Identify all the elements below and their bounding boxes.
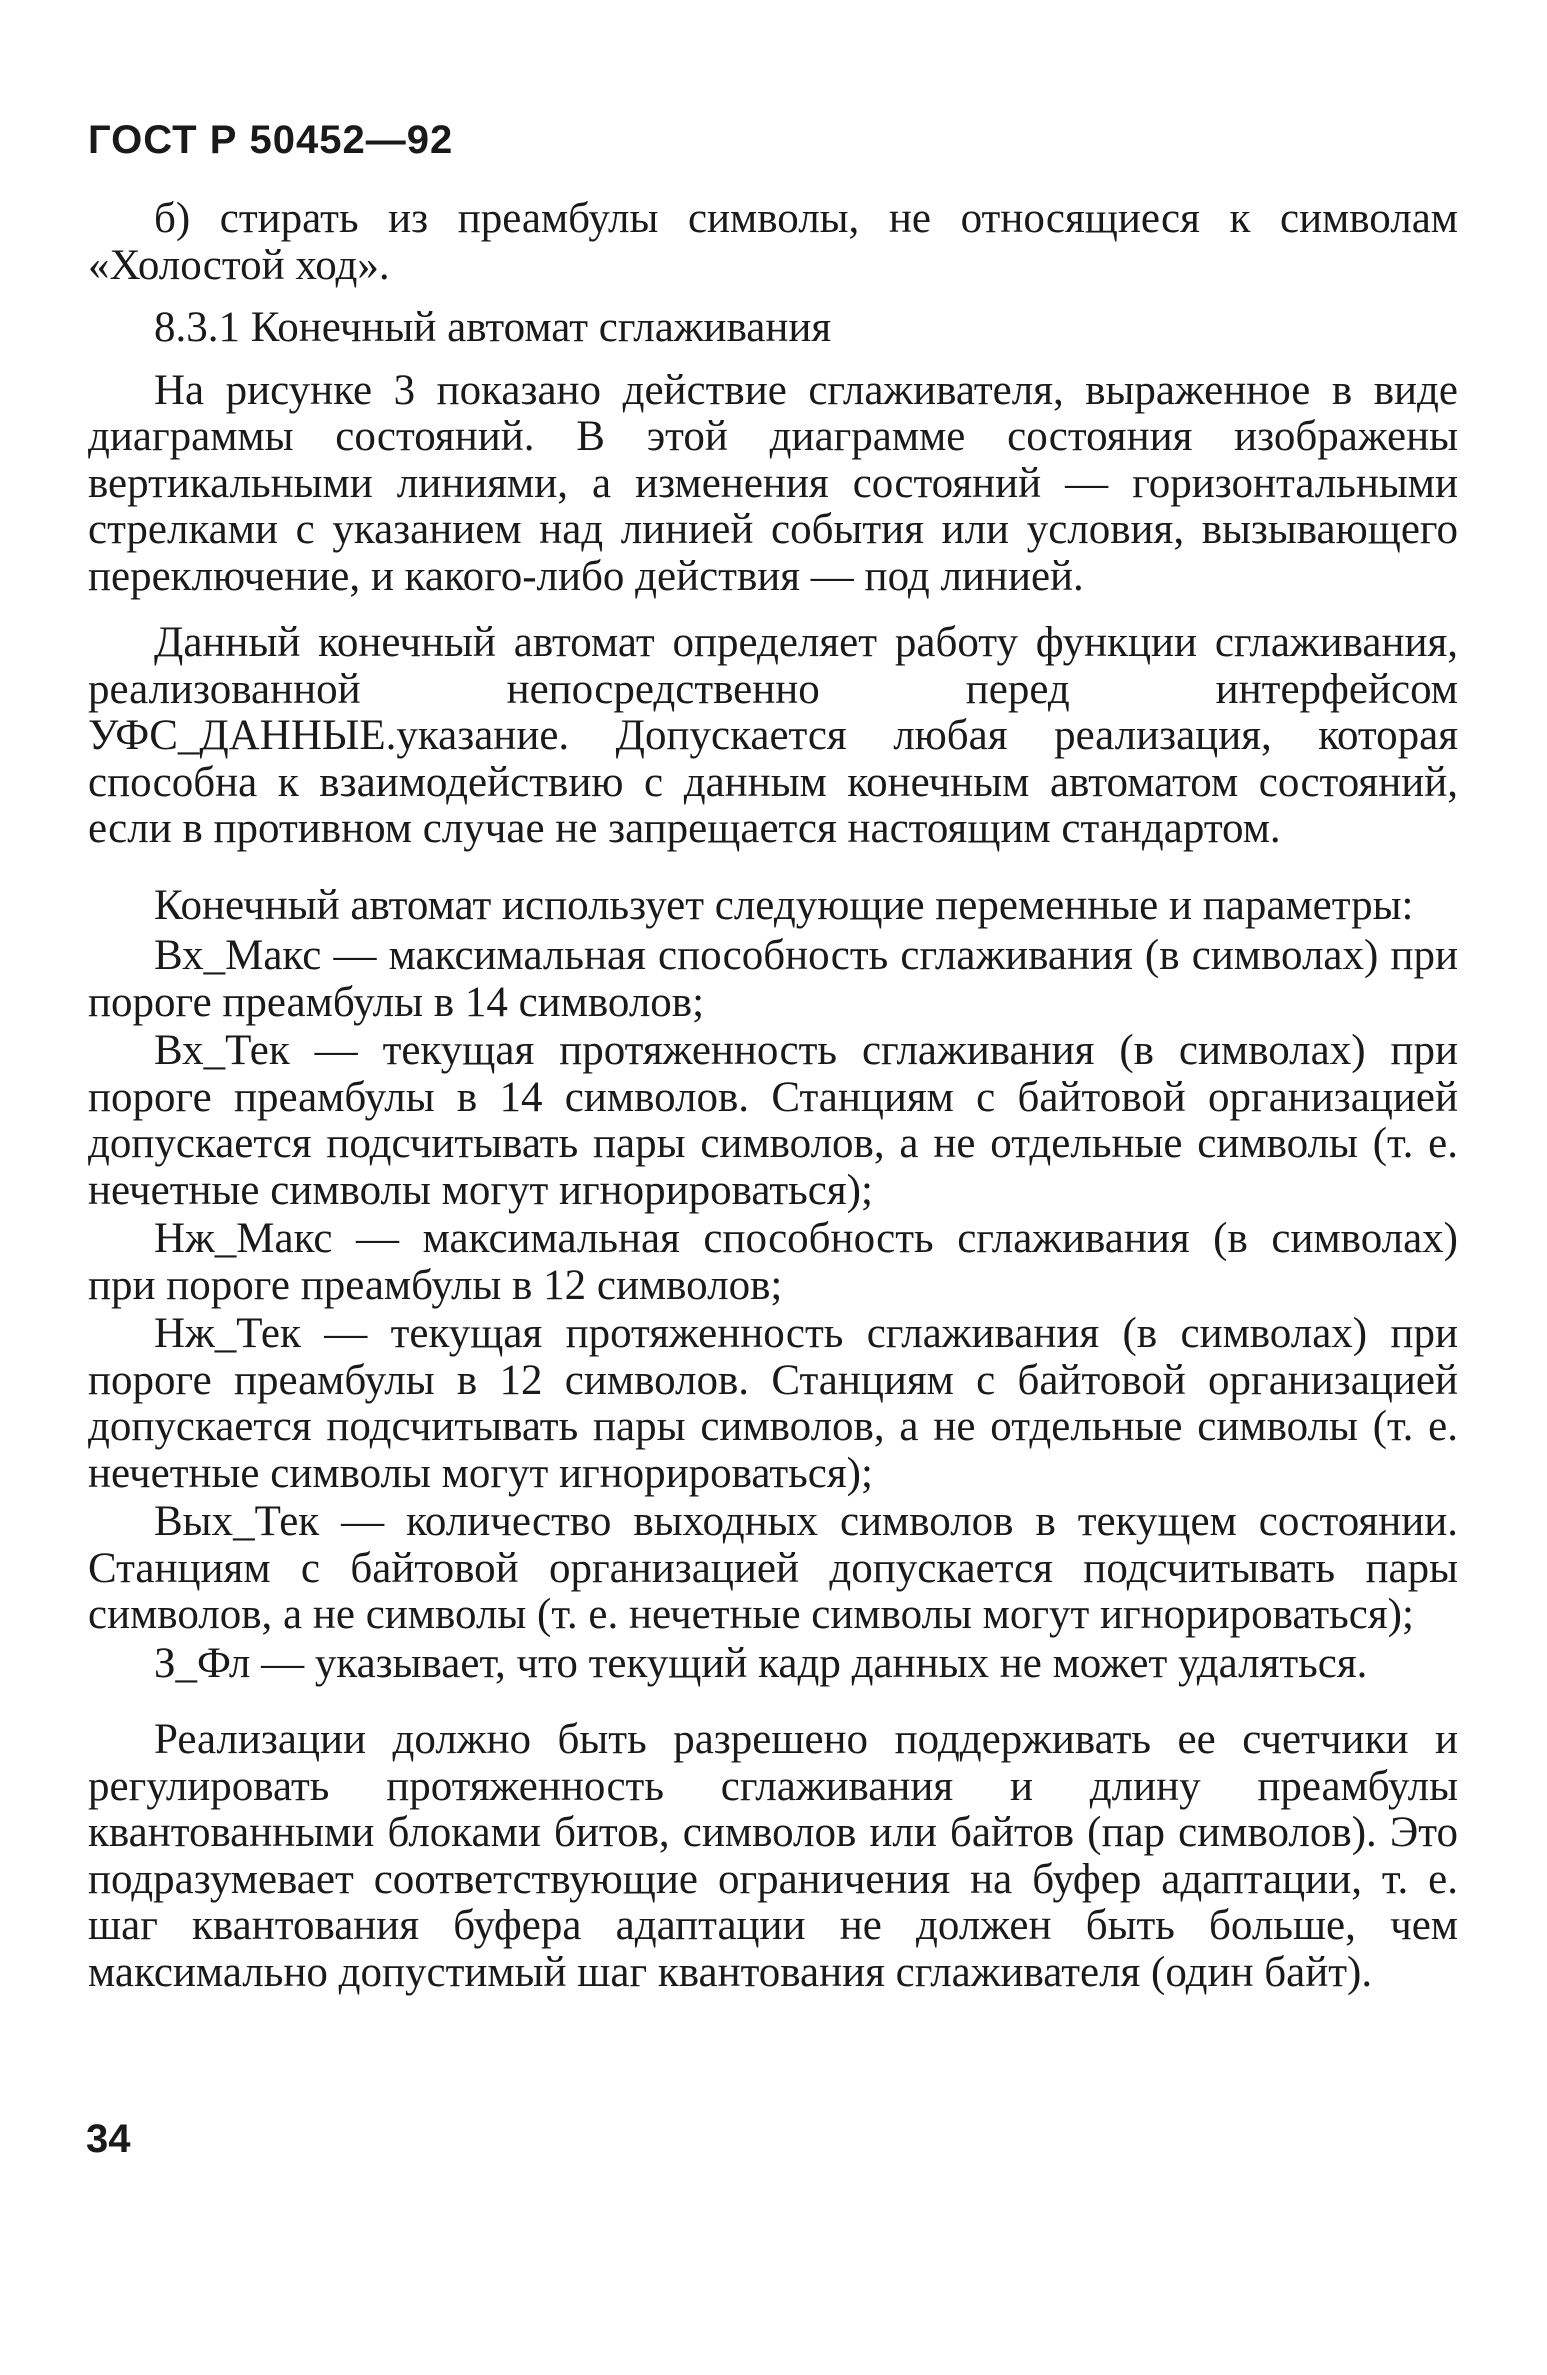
definition-item	[88, 933, 1458, 1026]
page-number: 34	[86, 2117, 131, 2161]
definition-text: З_Фл — указывает, что текущий кадр данных не может удаляться.	[154, 1639, 1368, 1687]
variable-definitions	[88, 933, 1458, 1687]
paragraph-variables-intro: Конечный автомат использует следующие переменные и параметры:	[154, 881, 1414, 929]
paragraph-diagram-description: На рисунке 3 показано действие сглаживателя, выраженное в виде диаграммы состояний. В этой диаграмме состояния изображены вертикальными линиями, а изменения состояний — горизонтальными стрелками с указанием над линией события или условия, вызывающего переключение, и какого-либо действия — под линией.	[88, 366, 1458, 600]
definition-item	[88, 1641, 1458, 1688]
definition-text: Вх_Макс — максимальная способность сглаживания (в символах) при пороге преамбулы в 14 символов;	[88, 932, 1458, 1026]
definition-text: Вх_Тек — текущая протяженность сглаживания (в символах) при пороге преамбулы в 14 символов. Станциям с байтовой организацией допускается подсчитывать пары символов, а не отдельные символы (т. е. нечетные символы могут игнорироваться);	[88, 1027, 1458, 1214]
definition-text: Нж_Тек — текущая протяженность сглаживания (в символах) при пороге преамбулы в 12 символов. Станциям с байтовой организацией допускается подсчитывать пары символов, а не отдельные символы (т. е. нечетные символы могут игнорироваться);	[88, 1310, 1458, 1497]
section-heading: 8.3.1 Конечный автомат сглаживания	[154, 304, 832, 351]
definition-item	[88, 1028, 1458, 1214]
paragraph-item-b: б) стирать из преамбулы символы, не относящиеся к символам «Холостой ход».	[88, 195, 1458, 289]
definition-item	[88, 1216, 1458, 1309]
paragraph-automaton-purpose: Данный конечный автомат определяет работу функции сглаживания, реализованной непосредственно перед интерфейсом УФС_ДАННЫЕ.указание. Допускается любая реализация, которая способна к взаимодействию с данным конечным автоматом состояний, если в противном случае не запрещается настоящим стандартом.	[88, 619, 1458, 852]
standard-header: ГОСТ Р 50452—92	[88, 118, 454, 162]
definition-text: Нж_Макс — максимальная способность сглаживания (в символах) при пороге преамбулы в 12 символов;	[88, 1215, 1458, 1309]
definition-text: Вых_Тек — количество выходных символов в текущем состоянии. Станциям с байтовой организацией допускается подсчитывать пары символов, а не символы (т. е. нечетные символы могут игнорироваться);	[88, 1498, 1458, 1638]
definition-item	[88, 1499, 1458, 1639]
page-body	[88, 196, 1458, 1996]
definition-item	[88, 1311, 1458, 1497]
paragraph-implementation-note: Реализации должно быть разрешено поддерживать ее счетчики и регулировать протяженность сглаживания и длину преамбулы квантованными блоками битов, символов или байтов (пар символов). Это подразумевает соответствующие ограничения на буфер адаптации, т. е. шаг квантования буфера адаптации не должен быть больше, чем максимально допустимый шаг квантования сглаживателя (один байт).	[88, 1716, 1458, 1996]
